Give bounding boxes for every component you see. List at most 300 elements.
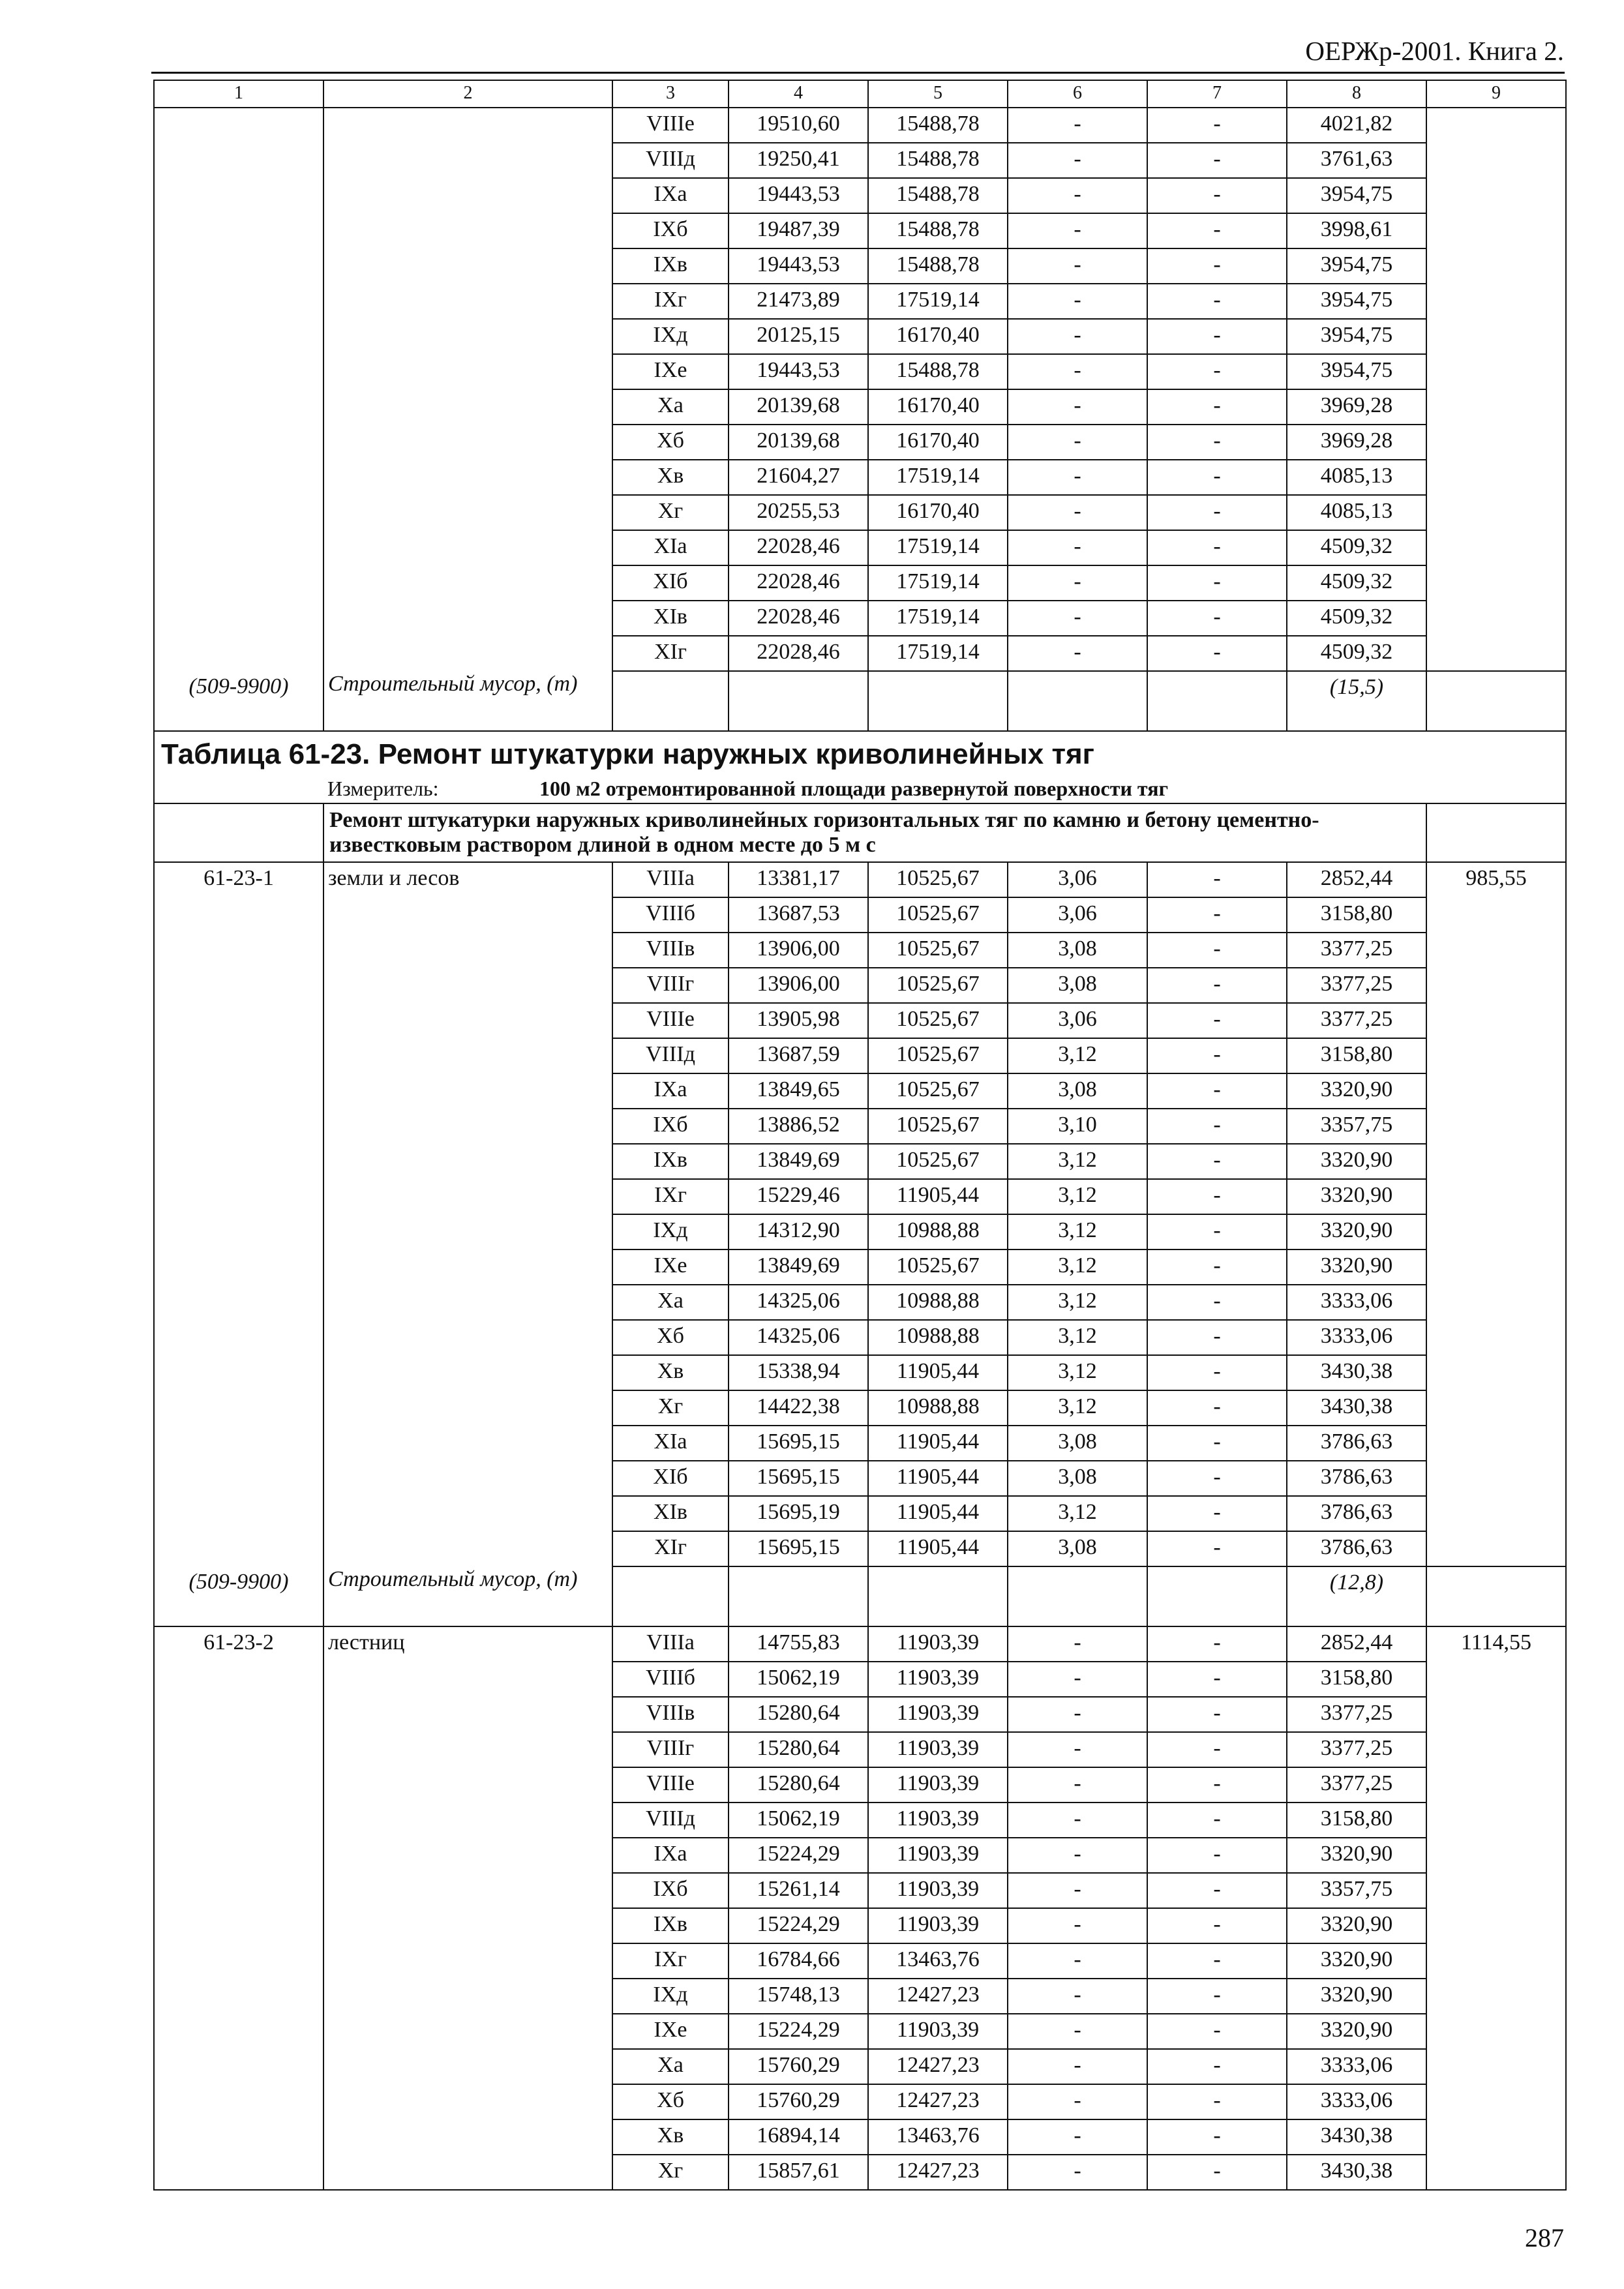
cell-col3: IXб: [612, 1109, 729, 1144]
cell-col5: 16170,40: [868, 389, 1008, 425]
cell-col5: 10525,67: [868, 1038, 1008, 1073]
cell-col6: 3,08: [1008, 1531, 1147, 1566]
cell-col7: -: [1147, 425, 1287, 460]
table-row: [154, 1873, 1566, 1908]
cell-col6: 3,06: [1008, 862, 1147, 897]
cell-col3: VIIIд: [612, 1038, 729, 1073]
cell-col5: 11903,39: [868, 1908, 1008, 1943]
empty-cell: [1426, 1838, 1566, 1873]
empty-cell: [323, 1355, 612, 1390]
empty-cell: [323, 968, 612, 1003]
empty-cell: [323, 1662, 612, 1697]
empty-cell: [154, 1355, 323, 1390]
cell-col5: 10525,67: [868, 1003, 1008, 1038]
cell-col8: 3377,25: [1287, 968, 1426, 1003]
cell-col7: -: [1147, 1003, 1287, 1038]
cell-col8: 3320,90: [1287, 1979, 1426, 2014]
table-row: [154, 178, 1566, 213]
table-row: [154, 2014, 1566, 2049]
cell-col7: -: [1147, 530, 1287, 565]
empty-cell: [154, 1320, 323, 1355]
empty-cell: [154, 1073, 323, 1109]
cell-col5: 11905,44: [868, 1531, 1008, 1566]
cell-col3: IXб: [612, 1873, 729, 1908]
cell-col5: 17519,14: [868, 530, 1008, 565]
cell-col7: -: [1147, 1531, 1287, 1566]
waste-value: (15,5): [1287, 671, 1426, 731]
empty-cell: [323, 1285, 612, 1320]
waste-value: (12,8): [1287, 1566, 1426, 1626]
column-number: 5: [868, 80, 1008, 108]
cell-col6: -: [1008, 213, 1147, 248]
empty-cell: [154, 601, 323, 636]
empty-cell: [323, 1838, 612, 1873]
cell-col6: -: [1008, 1697, 1147, 1732]
cell-col8: 3998,61: [1287, 213, 1426, 248]
cell-col5: 10988,88: [868, 1285, 1008, 1320]
cell-col5: 10525,67: [868, 968, 1008, 1003]
empty-cell: [1147, 1566, 1287, 1626]
column-number: 3: [612, 80, 729, 108]
cell-col8: 3357,75: [1287, 1109, 1426, 1144]
cell-col8: 2852,44: [1287, 1626, 1426, 1662]
cell-col5: 12427,23: [868, 2155, 1008, 2190]
cell-col3: VIIIа: [612, 862, 729, 897]
empty-cell: [323, 1873, 612, 1908]
cell-col4: 15857,61: [729, 2155, 868, 2190]
table-row: [154, 1109, 1566, 1144]
empty-cell: [154, 897, 323, 933]
cell-col5: 10988,88: [868, 1390, 1008, 1426]
empty-cell: [154, 178, 323, 213]
column-number: 4: [729, 80, 868, 108]
cell-col4: 15224,29: [729, 1838, 868, 1873]
empty-cell: [323, 495, 612, 530]
empty-cell: [1426, 636, 1566, 671]
cell-col5: 15488,78: [868, 108, 1008, 143]
cell-col8: 3320,90: [1287, 1179, 1426, 1214]
cell-col8: 3320,90: [1287, 1144, 1426, 1179]
table-row: [154, 284, 1566, 319]
empty-cell: [154, 530, 323, 565]
empty-cell: [1426, 284, 1566, 319]
empty-cell: [1426, 1355, 1566, 1390]
empty-cell: [323, 2084, 612, 2119]
empty-cell: [1426, 897, 1566, 933]
cell-col8: 2852,44: [1287, 862, 1426, 897]
cell-col7: -: [1147, 1355, 1287, 1390]
empty-cell: [1426, 213, 1566, 248]
cell-col4: 19250,41: [729, 143, 868, 178]
empty-cell: [154, 354, 323, 389]
cell-col8: 3954,75: [1287, 354, 1426, 389]
cell-col3: IXе: [612, 1249, 729, 1285]
cell-col4: 13849,69: [729, 1249, 868, 1285]
empty-cell: [1426, 460, 1566, 495]
cell-col5: 10525,67: [868, 1073, 1008, 1109]
table-row: [154, 1697, 1566, 1732]
empty-cell: [154, 319, 323, 354]
item-col9: 1114,55: [1426, 1626, 1566, 1662]
cell-col3: IXд: [612, 1979, 729, 2014]
empty-cell: [323, 1908, 612, 1943]
cell-col3: VIIIд: [612, 143, 729, 178]
cell-col3: IXе: [612, 2014, 729, 2049]
cell-col6: -: [1008, 1767, 1147, 1803]
cell-col6: -: [1008, 178, 1147, 213]
empty-cell: [1426, 1179, 1566, 1214]
cell-col7: -: [1147, 284, 1287, 319]
cell-col3: IXд: [612, 319, 729, 354]
cell-col3: Xв: [612, 2119, 729, 2155]
empty-cell: [323, 1249, 612, 1285]
waste-row: [154, 671, 1566, 731]
cell-col3: Xа: [612, 389, 729, 425]
empty-cell: [323, 354, 612, 389]
cell-col4: 19443,53: [729, 354, 868, 389]
cell-col5: 15488,78: [868, 143, 1008, 178]
empty-cell: [154, 1426, 323, 1461]
cell-col5: 10525,67: [868, 1109, 1008, 1144]
empty-cell: [323, 1038, 612, 1073]
empty-cell: [154, 1214, 323, 1249]
cell-col3: IXа: [612, 1073, 729, 1109]
cell-col4: 15695,15: [729, 1461, 868, 1496]
cell-col7: -: [1147, 968, 1287, 1003]
empty-cell: [1426, 319, 1566, 354]
cell-col6: 3,12: [1008, 1285, 1147, 1320]
cell-col6: -: [1008, 1873, 1147, 1908]
cell-col5: 11903,39: [868, 1732, 1008, 1767]
empty-cell: [1426, 1908, 1566, 1943]
table-row: [154, 1838, 1566, 1873]
cell-col6: -: [1008, 2155, 1147, 2190]
table-row: [154, 1979, 1566, 2014]
empty-cell: [612, 671, 729, 731]
empty-cell: [154, 1908, 323, 1943]
empty-cell: [323, 1320, 612, 1355]
cell-col6: -: [1008, 389, 1147, 425]
cell-col5: 15488,78: [868, 178, 1008, 213]
empty-cell: [1426, 495, 1566, 530]
empty-cell: [1426, 1803, 1566, 1838]
empty-cell: [154, 968, 323, 1003]
cell-col5: 16170,40: [868, 425, 1008, 460]
empty-cell: [154, 248, 323, 284]
empty-cell: [1426, 933, 1566, 968]
cell-col6: -: [1008, 2014, 1147, 2049]
empty-cell: [323, 636, 612, 671]
cell-col8: 3954,75: [1287, 284, 1426, 319]
cell-col5: 13463,76: [868, 1943, 1008, 1979]
cell-col6: 3,08: [1008, 968, 1147, 1003]
cell-col7: -: [1147, 933, 1287, 968]
cell-col7: -: [1147, 319, 1287, 354]
empty-cell: [154, 1285, 323, 1320]
cell-col5: 15488,78: [868, 213, 1008, 248]
cell-col6: 3,12: [1008, 1179, 1147, 1214]
empty-cell: [154, 425, 323, 460]
cell-col7: -: [1147, 1426, 1287, 1461]
empty-cell: [323, 213, 612, 248]
empty-cell: [1426, 2014, 1566, 2049]
cell-col8: 3954,75: [1287, 319, 1426, 354]
cell-col3: VIIIв: [612, 933, 729, 968]
empty-cell: [154, 1461, 323, 1496]
cell-col7: -: [1147, 460, 1287, 495]
cell-col7: -: [1147, 1144, 1287, 1179]
table-row: [154, 1390, 1566, 1426]
cell-col5: 11905,44: [868, 1426, 1008, 1461]
cell-col5: 17519,14: [868, 636, 1008, 671]
cell-col5: 11905,44: [868, 1355, 1008, 1390]
empty-cell: [154, 2049, 323, 2084]
cell-col4: 15280,64: [729, 1767, 868, 1803]
table-row: [154, 1496, 1566, 1531]
waste-name: Строительный мусор, (т): [323, 1566, 612, 1626]
cell-col8: 3786,63: [1287, 1496, 1426, 1531]
empty-cell: [1426, 1144, 1566, 1179]
cell-col3: IXа: [612, 1838, 729, 1873]
empty-cell: [612, 1566, 729, 1626]
cell-col6: 3,06: [1008, 1003, 1147, 1038]
waste-row: [154, 1566, 1566, 1626]
empty-cell: [154, 1803, 323, 1838]
cell-col4: 14422,38: [729, 1390, 868, 1426]
cell-col5: 10525,67: [868, 897, 1008, 933]
table-row: [154, 1214, 1566, 1249]
table-row: [154, 1461, 1566, 1496]
cell-col3: XIв: [612, 1496, 729, 1531]
cell-col7: -: [1147, 1732, 1287, 1767]
cell-col4: 13906,00: [729, 968, 868, 1003]
empty-cell: [154, 1249, 323, 1285]
cell-col7: -: [1147, 1390, 1287, 1426]
empty-cell: [154, 1003, 323, 1038]
cell-col8: 4509,32: [1287, 530, 1426, 565]
cell-col4: 14325,06: [729, 1285, 868, 1320]
cell-col8: 3320,90: [1287, 1249, 1426, 1285]
table-row: [154, 897, 1566, 933]
cell-col4: 20139,68: [729, 389, 868, 425]
cell-col3: Xб: [612, 2084, 729, 2119]
cell-col5: 12427,23: [868, 1979, 1008, 2014]
cell-col3: XIа: [612, 1426, 729, 1461]
cell-col7: -: [1147, 601, 1287, 636]
empty-cell: [154, 933, 323, 968]
cell-col6: 3,08: [1008, 1073, 1147, 1109]
cell-col3: Xб: [612, 425, 729, 460]
cell-col3: VIIIб: [612, 1662, 729, 1697]
cell-col3: Xг: [612, 1390, 729, 1426]
empty-cell: [1426, 1873, 1566, 1908]
cell-col8: 3320,90: [1287, 1943, 1426, 1979]
item-col9: 985,55: [1426, 862, 1566, 897]
item-code: 61-23-1: [154, 862, 323, 897]
cell-col7: -: [1147, 108, 1287, 143]
cell-col5: 10525,67: [868, 1144, 1008, 1179]
column-number: 8: [1287, 80, 1426, 108]
empty-cell: [323, 2155, 612, 2190]
empty-cell: [154, 2084, 323, 2119]
cell-col4: 16784,66: [729, 1943, 868, 1979]
cell-col5: 17519,14: [868, 284, 1008, 319]
cell-col3: VIIIе: [612, 1003, 729, 1038]
empty-cell: [323, 1426, 612, 1461]
table-row: [154, 1626, 1566, 1662]
cell-col3: IXв: [612, 1908, 729, 1943]
empty-cell: [154, 143, 323, 178]
empty-cell: [323, 1697, 612, 1732]
empty-cell: [1426, 389, 1566, 425]
cell-col3: XIа: [612, 530, 729, 565]
empty-cell: [1426, 565, 1566, 601]
empty-cell: [154, 1732, 323, 1767]
empty-cell: [323, 1179, 612, 1214]
cell-col3: VIIIб: [612, 897, 729, 933]
empty-cell: [154, 1531, 323, 1566]
cell-col6: -: [1008, 1979, 1147, 2014]
empty-cell: [1426, 1214, 1566, 1249]
cell-col3: IXа: [612, 178, 729, 213]
cell-col7: -: [1147, 1803, 1287, 1838]
cell-col5: 10525,67: [868, 862, 1008, 897]
empty-cell: [154, 565, 323, 601]
cell-col4: 19487,39: [729, 213, 868, 248]
cell-col8: 3761,63: [1287, 143, 1426, 178]
empty-cell: [323, 1531, 612, 1566]
empty-cell: [323, 601, 612, 636]
cell-col6: -: [1008, 1732, 1147, 1767]
table-row: [154, 2119, 1566, 2155]
header-rule: [151, 72, 1565, 74]
cell-col8: 3377,25: [1287, 1697, 1426, 1732]
cell-col5: 11905,44: [868, 1461, 1008, 1496]
cell-col8: 3786,63: [1287, 1461, 1426, 1496]
cell-col8: 3430,38: [1287, 1390, 1426, 1426]
empty-cell: [323, 565, 612, 601]
cell-col6: 3,12: [1008, 1320, 1147, 1355]
empty-cell: [1426, 1038, 1566, 1073]
cell-col7: -: [1147, 1320, 1287, 1355]
empty-cell: [1008, 671, 1147, 731]
cell-col7: -: [1147, 2155, 1287, 2190]
cell-col6: -: [1008, 319, 1147, 354]
table-row: [154, 1249, 1566, 1285]
empty-cell: [1426, 1662, 1566, 1697]
cell-col6: -: [1008, 1626, 1147, 1662]
cell-col6: 3,08: [1008, 1426, 1147, 1461]
cell-col4: 20255,53: [729, 495, 868, 530]
table-row: [154, 2155, 1566, 2190]
table-row: [154, 1662, 1566, 1697]
empty-cell: [323, 2014, 612, 2049]
cell-col8: 3320,90: [1287, 2014, 1426, 2049]
cell-col7: -: [1147, 2014, 1287, 2049]
empty-cell: [1426, 2084, 1566, 2119]
table-row: [154, 319, 1566, 354]
cell-col7: -: [1147, 1073, 1287, 1109]
price-table: [153, 80, 1567, 2191]
cell-col7: -: [1147, 1908, 1287, 1943]
cell-col3: IXв: [612, 248, 729, 284]
column-number: 2: [323, 80, 612, 108]
empty-cell: [1426, 425, 1566, 460]
empty-cell: [1426, 1697, 1566, 1732]
empty-cell: [154, 1767, 323, 1803]
empty-cell: [154, 636, 323, 671]
column-number: 9: [1426, 80, 1566, 108]
empty-cell: [1426, 143, 1566, 178]
cell-col4: 15695,15: [729, 1426, 868, 1461]
cell-col3: VIIIг: [612, 968, 729, 1003]
cell-col6: 3,12: [1008, 1144, 1147, 1179]
cell-col4: 22028,46: [729, 565, 868, 601]
cell-col6: 3,12: [1008, 1038, 1147, 1073]
cell-col6: 3,10: [1008, 1109, 1147, 1144]
cell-col4: 15062,19: [729, 1803, 868, 1838]
empty-cell: [323, 530, 612, 565]
cell-col7: -: [1147, 1767, 1287, 1803]
cell-col4: 19510,60: [729, 108, 868, 143]
table-row: [154, 565, 1566, 601]
cell-col8: 3969,28: [1287, 389, 1426, 425]
cell-col8: 3320,90: [1287, 1838, 1426, 1873]
cell-col4: 19443,53: [729, 178, 868, 213]
table-row: [154, 933, 1566, 968]
table-row: [154, 1073, 1566, 1109]
cell-col4: 14312,90: [729, 1214, 868, 1249]
cell-col8: 3786,63: [1287, 1426, 1426, 1461]
cell-col7: -: [1147, 565, 1287, 601]
cell-col6: -: [1008, 1838, 1147, 1873]
empty-cell: [323, 460, 612, 495]
table-row: [154, 1908, 1566, 1943]
cell-col3: XIб: [612, 1461, 729, 1496]
cell-col8: 3357,75: [1287, 1873, 1426, 1908]
empty-cell: [868, 671, 1008, 731]
cell-col8: 3377,25: [1287, 1732, 1426, 1767]
cell-col3: Xб: [612, 1320, 729, 1355]
cell-col5: 12427,23: [868, 2084, 1008, 2119]
empty-cell: [154, 2119, 323, 2155]
cell-col3: VIIIа: [612, 1626, 729, 1662]
empty-cell: [154, 460, 323, 495]
cell-col5: 11903,39: [868, 1767, 1008, 1803]
cell-col8: 3954,75: [1287, 248, 1426, 284]
empty-cell: [1426, 1732, 1566, 1767]
empty-cell: [1426, 968, 1566, 1003]
cell-col3: IXд: [612, 1214, 729, 1249]
cell-col7: -: [1147, 1697, 1287, 1732]
measurer-label: Измеритель:: [327, 776, 439, 800]
cell-col4: 15760,29: [729, 2049, 868, 2084]
cell-col5: 10988,88: [868, 1214, 1008, 1249]
empty-cell: [154, 1943, 323, 1979]
empty-cell: [154, 803, 323, 862]
empty-cell: [154, 2155, 323, 2190]
empty-cell: [323, 389, 612, 425]
item-name: лестниц: [323, 1626, 612, 1662]
empty-cell: [1426, 671, 1566, 731]
cell-col8: 3320,90: [1287, 1214, 1426, 1249]
cell-col4: 21473,89: [729, 284, 868, 319]
empty-cell: [323, 2049, 612, 2084]
table-row: [154, 1803, 1566, 1838]
cell-col3: VIIIг: [612, 1732, 729, 1767]
cell-col8: 3158,80: [1287, 1662, 1426, 1697]
empty-cell: [154, 1179, 323, 1214]
